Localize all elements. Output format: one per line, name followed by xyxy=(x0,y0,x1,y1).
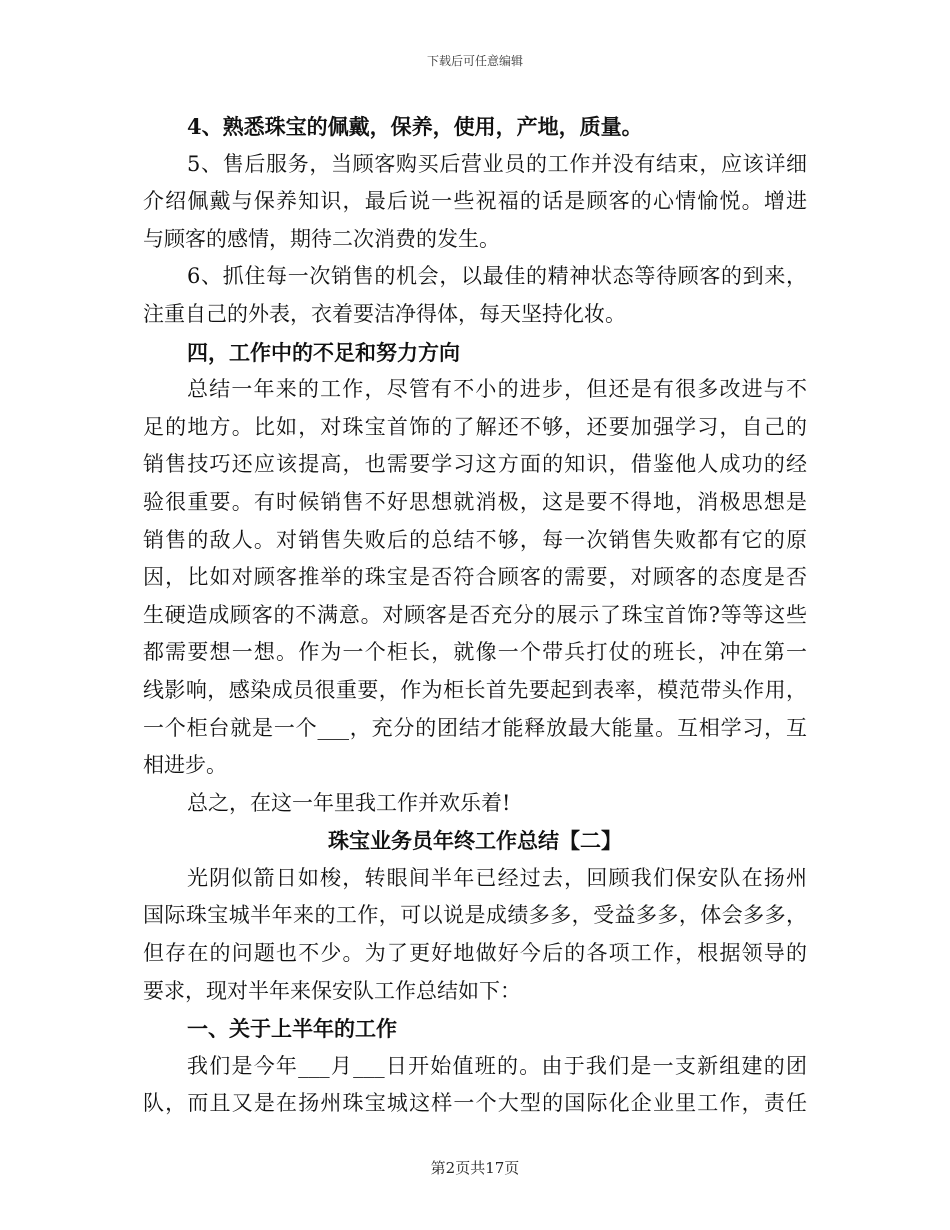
paragraph-line: 总之，在这一年里我工作并欢乐着! xyxy=(187,790,511,815)
page-header: 下载后可任意编辑 xyxy=(426,54,523,68)
paragraph-line: 销售技巧还应该提高，也需要学习这方面的知识，借鉴他人成功的经 xyxy=(143,452,807,477)
paragraph-line: 销售的敌人。对销售失败后的总结不够，每一次销售失败都有它的原 xyxy=(143,527,807,552)
document-body xyxy=(143,108,807,1123)
paragraph-line: 我们是今年___月___日开始值班的。由于我们是一支新组建的团 xyxy=(187,1053,807,1078)
paragraph-line: 队，而且又是在扬州珠宝城这样一个大型的国际化企业里工作，责任 xyxy=(143,1091,807,1116)
paragraph-line: 都需要想一想。作为一个柜长，就像一个带兵打仗的班长，冲在第一 xyxy=(143,640,807,665)
paragraph-line: 注重自己的外表，衣着要洁净得体，每天坚持化妆。 xyxy=(143,301,626,326)
paragraph-line: 一个柜台就是一个___，充分的团结才能释放最大能量。互相学习，互 xyxy=(143,715,807,740)
paragraph-line: 要求，现对半年来保安队工作总结如下： xyxy=(143,978,521,1003)
list-item-4: 4、熟悉珠宝的佩戴，保养，使用，产地，质量。 xyxy=(187,114,643,139)
paragraph-line: 相进步。 xyxy=(143,753,227,778)
paragraph-line: 5、售后服务，当顾客购买后营业员的工作并没有结束，应该详细 xyxy=(187,151,807,176)
paragraph-line: 与顾客的感情，期待二次消费的发生。 xyxy=(143,226,500,251)
paragraph-line: 线影响，感染成员很重要，作为柜长首先要起到表率，模范带头作用， xyxy=(143,677,807,702)
paragraph-line: 足的地方。比如，对珠宝首饰的了解还不够，还要加强学习，自己的 xyxy=(143,414,807,439)
paragraph-line: 介绍佩戴与保养知识，最后说一些祝福的话是顾客的心情愉悦。增进 xyxy=(143,189,807,214)
paragraph-line: 6、抓住每一次销售的机会，以最佳的精神状态等待顾客的到来， xyxy=(187,264,807,289)
paragraph-line: 生硬造成顾客的不满意。对顾客是否充分的展示了珠宝首饰?等等这些 xyxy=(143,602,807,627)
paragraph-line: 但存在的问题也不少。为了更好地做好今后的各项工作，根据领导的 xyxy=(143,941,807,966)
paragraph-line: 国际珠宝城半年来的工作，可以说是成绩多多，受益多多，体会多多， xyxy=(143,903,807,928)
paragraph-line: 验很重要。有时候销售不好思想就消极，这是要不得地，消极思想是 xyxy=(143,489,807,514)
paragraph-line: 总结一年来的工作，尽管有不小的进步，但还是有很多改进与不 xyxy=(187,377,807,402)
paragraph-line: 光阴似箭日如梭，转眼间半年已经过去，回顾我们保安队在扬州 xyxy=(187,865,807,890)
paragraph-line: 因，比如对顾客推举的珠宝是否符合顾客的需要，对顾客的态度是否 xyxy=(143,565,807,590)
section-heading: 一、关于上半年的工作 xyxy=(187,1016,397,1042)
section-heading: 四，工作中的不足和努力方向 xyxy=(187,339,460,365)
document-title: 珠宝业务员年终工作总结【二】 xyxy=(328,828,622,854)
page-number: 第2页共17页 xyxy=(430,1159,520,1177)
